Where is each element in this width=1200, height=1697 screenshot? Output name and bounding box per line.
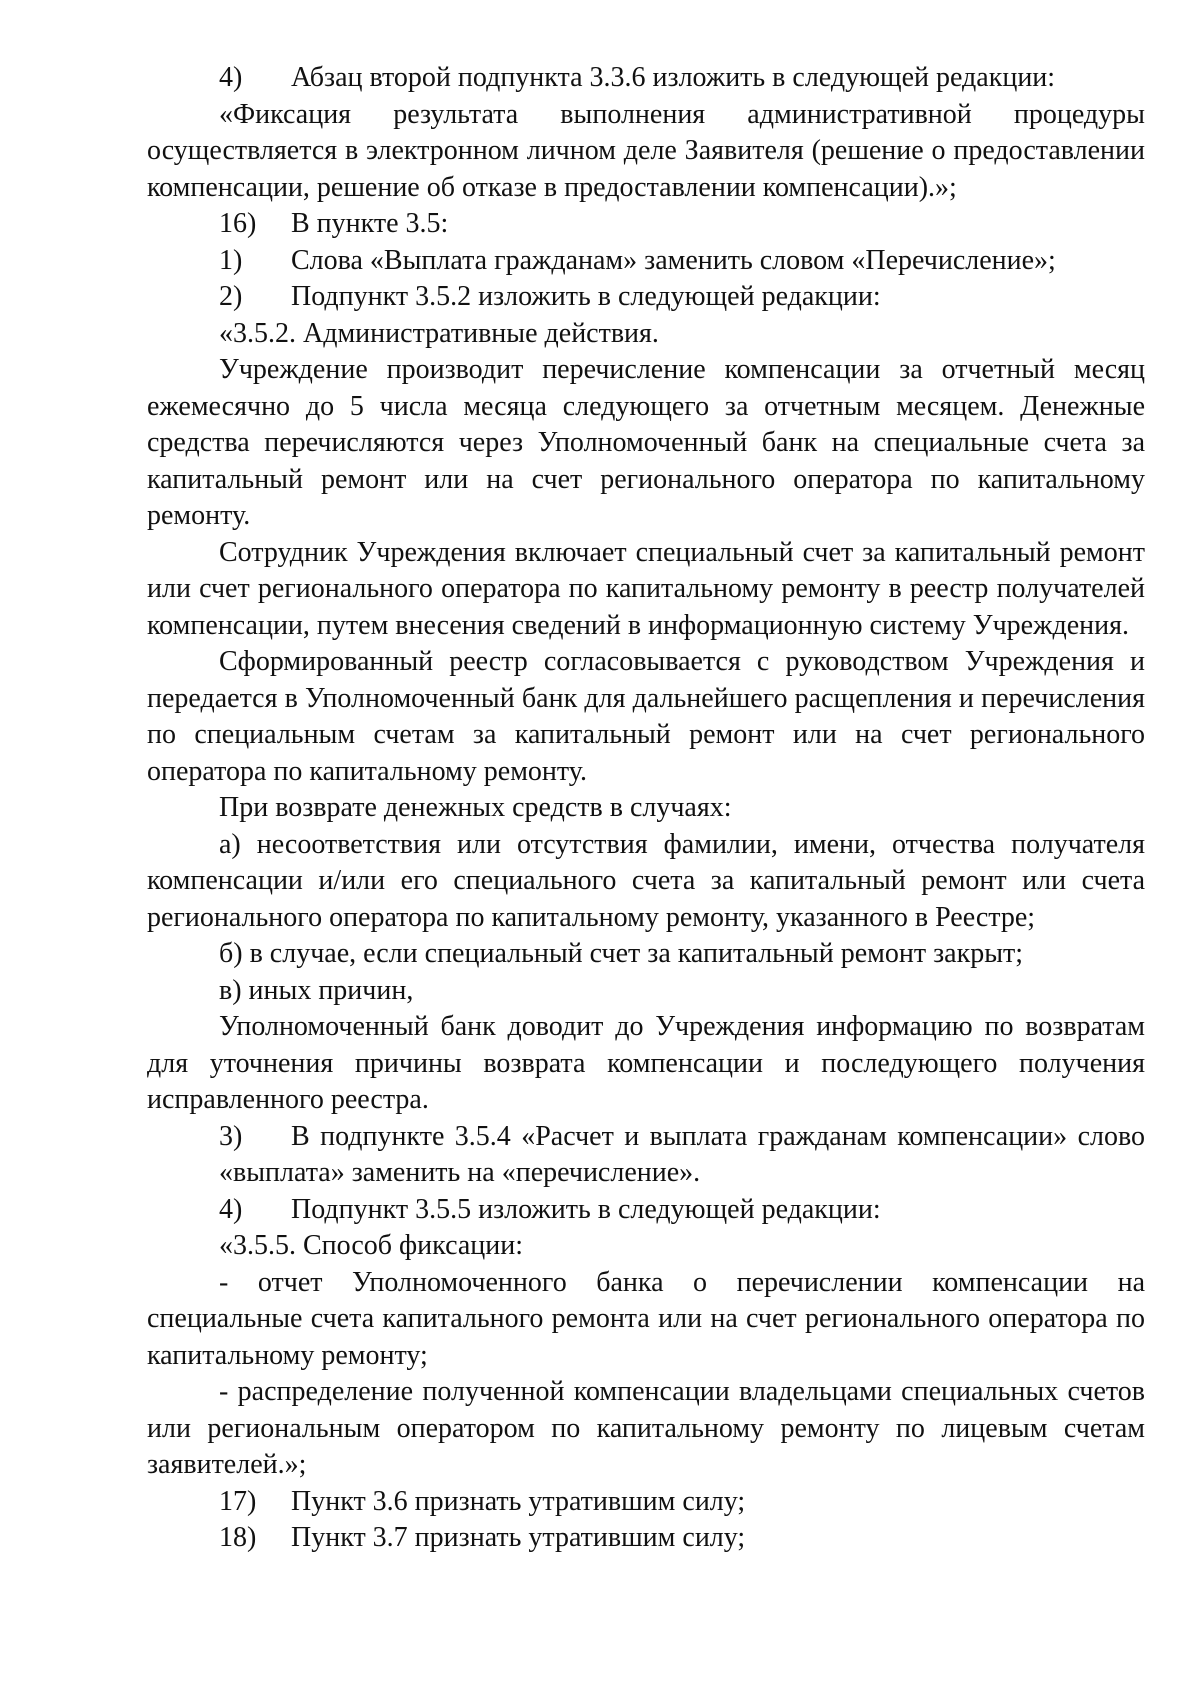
paragraph: б) в случае, если специальный счет за капитальный ремонт закрыт; [219, 938, 1024, 969]
item-text: В пункте 3.5: [291, 208, 449, 239]
list-item [147, 60, 1145, 97]
item-number: 2) [219, 281, 243, 312]
paragraph: Уполномоченный банк доводит до Учреждения информацию по возвратам для уточнения причины возврата компенсации и последующего получения исправленного реестра. [147, 1011, 1145, 1115]
paragraph: - отчет Уполномоченного банка о перечислении компенсации на специальные счета капитального ремонта или на счет регионального оператора по капитальному ремонту; [147, 1266, 1145, 1371]
paragraph: Сотрудник Учреждения включает специальный счет за капитальный ремонт или счет регионального оператора по капитальному ремонту в реестр получателей компенсации, путем внесения сведений в информационную систему Учреждения. [147, 536, 1145, 641]
item-text: Абзац второй подпункта 3.3.6 изложить в следующей редакции: [291, 62, 1056, 93]
list-item [147, 206, 1145, 243]
item-text: Слова «Выплата гражданам» заменить словом «Перечисление»; [291, 244, 1056, 276]
list-item [147, 279, 1145, 316]
paragraph: Учреждение производит перечисление компенсации за отчетный месяц ежемесячно до 5 числа месяца следующего за отчетным месяцем. Денежные средства перечисляются через Уполномоченный банк на специальные счета за капитальный ремонт или на счет регионального оператора по капитальному ремонту. [147, 354, 1145, 531]
list-item [147, 1119, 1145, 1192]
item-number: 18) [219, 1522, 257, 1553]
paragraph: в) иных причин, [219, 974, 414, 1006]
item-text: Пункт 3.6 признать утратившим силу; [291, 1485, 746, 1517]
list-item [147, 1484, 1145, 1521]
document-page [147, 60, 1145, 1557]
item-text: Пункт 3.7 признать утратившим силу; [291, 1522, 746, 1553]
item-number: 17) [219, 1485, 257, 1517]
item-text: В подпункте 3.5.4 «Расчет и выплата гражданам компенсации» слово «выплата» заменить на «перечисление». [219, 1120, 1145, 1188]
list-item [147, 243, 1145, 280]
item-number: 3) [219, 1120, 243, 1152]
paragraph: - распределение полученной компенсации владельцами специальных счетов или региональным оператором по капитальному ремонту по лицевым счетам заявителей.»; [147, 1376, 1145, 1480]
item-number: 1) [219, 244, 243, 276]
paragraph: «3.5.5. Способ фиксации: [219, 1230, 523, 1261]
paragraph: Сформированный реестр согласовывается с руководством Учреждения и передается в Уполномоченный банк для дальнейшего расщепления и перечисления по специальным счетам за капитальный ремонт или на счет регионального оператора по капитальному ремонту. [147, 646, 1145, 787]
paragraph: При возврате денежных средств в случаях: [219, 792, 732, 823]
list-item [147, 1520, 1145, 1557]
paragraph: «Фиксация результата выполнения административной процедуры осуществляется в электронном личном деле Заявителя (решение о предоставлении компенсации, решение об отказе в предоставлении компенсации).»; [147, 98, 1145, 203]
item-number: 4) [219, 1193, 243, 1225]
item-text: Подпункт 3.5.5 изложить в следующей редакции: [291, 1193, 881, 1225]
list-item [147, 1192, 1145, 1229]
item-number: 16) [219, 208, 257, 239]
paragraph: а) несоответствия или отсутствия фамилии, имени, отчества получателя компенсации и/или его специального счета за капитальный ремонт или счета регионального оператора по капитальному ремонту, указанного в Реестре; [147, 828, 1145, 933]
item-number: 4) [219, 62, 243, 93]
item-text: Подпункт 3.5.2 изложить в следующей редакции: [291, 281, 881, 312]
paragraph: «3.5.2. Административные действия. [219, 317, 659, 349]
